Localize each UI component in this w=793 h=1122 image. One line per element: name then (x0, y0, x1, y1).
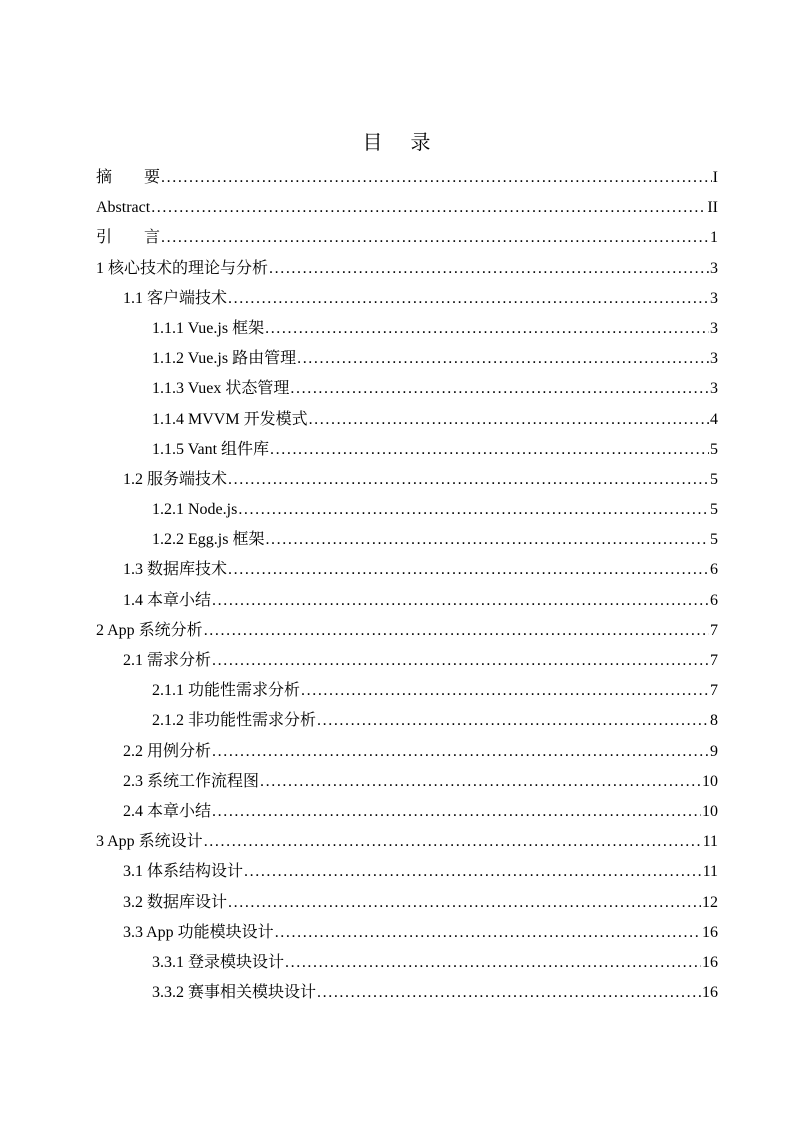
toc-entry-page-number: 11 (702, 863, 718, 881)
toc-entry-label: 1.2 服务端技术 (123, 470, 228, 488)
toc-entry-page-number: 7 (710, 621, 718, 639)
toc-entry-label: 3.3.2 赛事相关模块设计 (152, 984, 317, 1002)
toc-entry[interactable] (96, 797, 718, 827)
toc-entry-page-number: II (707, 199, 718, 217)
toc-entry[interactable] (96, 586, 718, 616)
toc-entry-label: 2.1.1 功能性需求分析 (152, 682, 301, 700)
toc-dot-leader (161, 163, 712, 193)
toc-entry-page-number: I (712, 169, 718, 186)
toc-entry-page-number: 7 (710, 682, 718, 700)
toc-dot-leader (309, 405, 709, 435)
toc-entry-label: 2.4 本章小结 (123, 802, 212, 820)
toc-entry-label: 2.1.2 非功能性需求分析 (152, 712, 317, 730)
toc-entry-label: 1.1 客户端技术 (123, 289, 228, 307)
toc-entry-page-number: 6 (710, 591, 718, 609)
toc-entry-page-number: 1 (710, 229, 718, 247)
toc-entry[interactable] (96, 525, 718, 555)
toc-entry[interactable] (96, 284, 718, 314)
toc-entry[interactable] (96, 948, 718, 978)
toc-entry-label: 3.3 App 功能模块设计 (123, 923, 274, 941)
toc-entry[interactable] (96, 706, 718, 736)
toc-entry-page-number: 10 (702, 802, 718, 820)
toc-entry-page-number: 10 (702, 772, 718, 790)
toc-entry-label: Abstract (96, 199, 151, 217)
toc-dot-leader (151, 193, 706, 223)
toc-dot-leader (275, 918, 701, 948)
toc-entry-label: 3 App 系统设计 (96, 833, 203, 851)
toc-entry[interactable] (96, 767, 718, 797)
toc-dot-leader (297, 344, 709, 374)
toc-entry-label: 1.1.3 Vuex 状态管理 (152, 380, 290, 398)
toc-dot-leader (238, 495, 709, 525)
toc-entry[interactable] (96, 193, 718, 223)
toc-entry-label: 1.4 本章小结 (123, 591, 212, 609)
toc-entry-page-number: 16 (702, 923, 718, 941)
toc-entry[interactable] (96, 435, 718, 465)
toc-entry-page-number: 3 (710, 289, 718, 307)
toc-entry-label: 2 App 系统分析 (96, 621, 203, 639)
toc-entry-page-number: 5 (710, 470, 718, 488)
toc-entry-label: 1.1.1 Vue.js 框架 (152, 319, 265, 337)
toc-entry[interactable] (96, 918, 718, 948)
toc-entry-page-number: 16 (702, 953, 718, 971)
toc-entry-page-number: 3 (710, 380, 718, 398)
toc-dot-leader (161, 223, 709, 253)
toc-title (0, 128, 793, 158)
toc-dot-leader (290, 374, 709, 404)
toc-entry-page-number: 3 (710, 350, 718, 368)
toc-dot-leader (228, 888, 701, 918)
toc-entry[interactable] (96, 223, 718, 253)
toc-entry[interactable] (96, 405, 718, 435)
toc-dot-leader (212, 586, 709, 616)
toc-entry[interactable] (96, 163, 718, 193)
toc-entry-label: 引 言 (96, 229, 161, 247)
toc-dot-leader (260, 767, 701, 797)
toc-list (96, 163, 718, 1008)
toc-entry-page-number: 9 (710, 742, 718, 760)
toc-dot-leader (228, 465, 709, 495)
toc-entry[interactable] (96, 314, 718, 344)
toc-dot-leader (269, 254, 709, 284)
toc-title-part2: 录 (410, 132, 431, 154)
toc-entry-page-number: 6 (710, 561, 718, 579)
toc-dot-leader (204, 616, 709, 646)
toc-entry-label: 摘 要 (96, 169, 161, 186)
toc-dot-leader (212, 797, 701, 827)
toc-entry[interactable] (96, 978, 718, 1008)
toc-dot-leader (285, 948, 701, 978)
toc-entry-label: 2.1 需求分析 (123, 652, 212, 669)
toc-dot-leader (212, 737, 709, 767)
toc-entry[interactable] (96, 344, 718, 374)
toc-entry-page-number: 16 (702, 984, 718, 1002)
toc-entry[interactable] (96, 676, 718, 706)
toc-entry[interactable] (96, 254, 718, 284)
toc-dot-leader (244, 857, 702, 887)
toc-entry[interactable] (96, 616, 718, 646)
toc-entry-label: 2.3 系统工作流程图 (123, 772, 260, 790)
toc-entry-page-number: 8 (710, 712, 718, 730)
toc-entry-page-number: 12 (702, 893, 718, 911)
toc-entry-label: 1.1.5 Vant 组件库 (152, 440, 270, 458)
toc-entry[interactable] (96, 555, 718, 585)
toc-dot-leader (265, 314, 709, 344)
toc-entry-label: 3.3.1 登录模块设计 (152, 953, 285, 971)
toc-entry-label: 1.2.1 Node.js (152, 501, 238, 519)
toc-dot-leader (301, 676, 709, 706)
toc-entry[interactable] (96, 495, 718, 525)
toc-entry-page-number: 5 (710, 501, 718, 519)
toc-entry-page-number: 5 (710, 531, 718, 549)
toc-entry-page-number: 3 (710, 319, 718, 337)
toc-entry[interactable] (96, 857, 718, 887)
toc-entry-label: 2.2 用例分析 (123, 742, 212, 760)
toc-entry-label: 1.3 数据库技术 (123, 561, 228, 579)
toc-entry-label: 1.1.4 MVVM 开发模式 (152, 410, 308, 428)
toc-dot-leader (212, 646, 709, 676)
toc-entry-label: 3.1 体系结构设计 (123, 863, 244, 881)
toc-entry-label: 1.1.2 Vue.js 路由管理 (152, 350, 297, 368)
toc-entry-page-number: 5 (710, 440, 718, 458)
toc-entry[interactable] (96, 737, 718, 767)
toc-dot-leader (317, 706, 709, 736)
toc-entry-label: 3.2 数据库设计 (123, 893, 228, 911)
toc-entry[interactable] (96, 827, 718, 857)
toc-dot-leader (317, 978, 701, 1008)
toc-dot-leader (270, 435, 709, 465)
toc-entry[interactable] (96, 465, 718, 495)
toc-title-part1: 目 (362, 132, 383, 154)
toc-entry-page-number: 3 (710, 259, 718, 277)
toc-entry[interactable] (96, 646, 718, 676)
toc-entry[interactable] (96, 888, 718, 918)
toc-dot-leader (228, 555, 709, 585)
toc-entry-page-number: 11 (702, 833, 718, 851)
toc-dot-leader (228, 284, 709, 314)
toc-entry[interactable] (96, 374, 718, 404)
toc-entry-page-number: 7 (710, 652, 718, 669)
toc-entry-label: 1.2.2 Egg.js 框架 (152, 531, 265, 549)
toc-entry-page-number: 4 (710, 410, 718, 428)
toc-dot-leader (204, 827, 702, 857)
toc-dot-leader (265, 525, 709, 555)
toc-entry-label: 1 核心技术的理论与分析 (96, 259, 269, 277)
